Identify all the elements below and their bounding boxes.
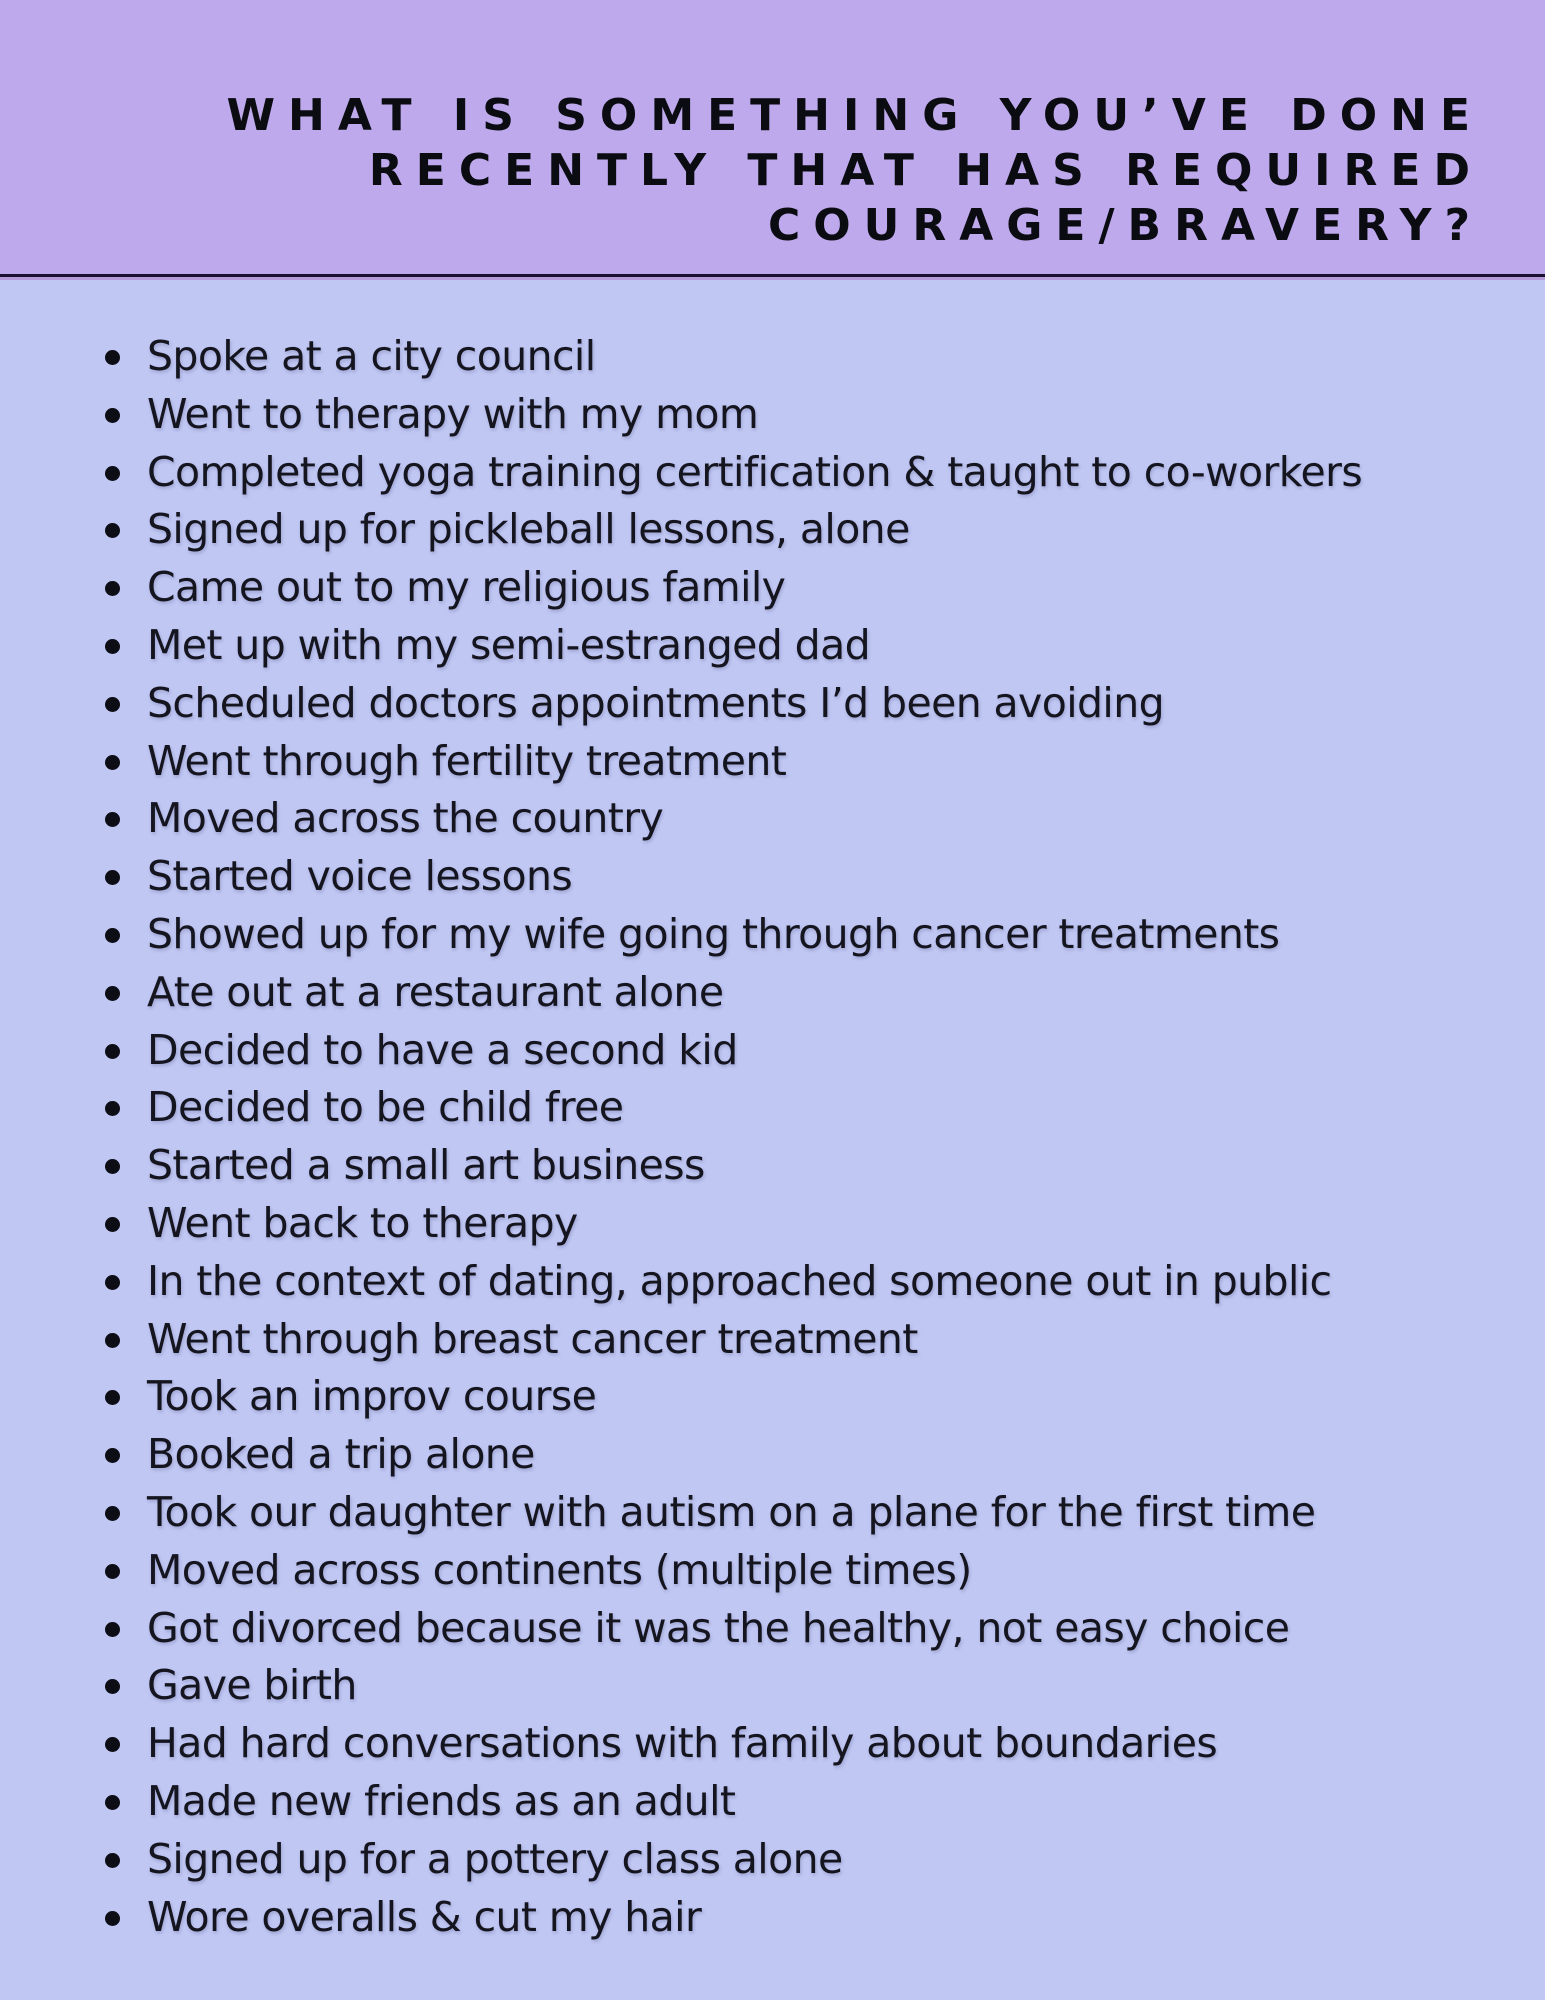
list-item-text: Took an improv course [147, 1372, 597, 1421]
bullet-icon [105, 1390, 120, 1405]
list-item-text: Went through fertility treatment [147, 736, 787, 785]
list-item-text: Met up with my semi-estranged dad [147, 620, 871, 669]
list-item [95, 1657, 1515, 1715]
list-item [95, 1022, 1515, 1080]
list-item [95, 1773, 1515, 1831]
list-item-text: Decided to be child free [147, 1083, 624, 1132]
bullet-icon [105, 350, 120, 365]
list-item-text: Spoke at a city council [147, 332, 596, 380]
list-item [95, 790, 1515, 848]
bullet-icon [105, 1101, 120, 1116]
bullet-icon [105, 1217, 120, 1232]
bullet-icon [105, 812, 120, 827]
list-item-text: Scheduled doctors appointments I’d been avoiding [147, 678, 1165, 727]
list-item [95, 328, 1515, 386]
list-item [95, 1889, 1515, 1947]
bullet-icon [105, 1506, 120, 1521]
list-item [95, 501, 1515, 559]
list-item-text: In the context of dating, approached someone out in public [147, 1256, 1332, 1305]
bullet-icon [105, 1795, 120, 1810]
list-item [95, 1426, 1515, 1484]
list-item [95, 1484, 1515, 1542]
list-item [95, 1715, 1515, 1773]
bullet-icon [105, 1679, 120, 1694]
list-item-text: Decided to have a second kid [147, 1025, 738, 1074]
list-item [95, 675, 1515, 733]
list-item-text: Signed up for pickleball lessons, alone [147, 505, 910, 554]
bullet-icon [105, 697, 120, 712]
list-item [95, 444, 1515, 502]
bullet-icon [105, 408, 120, 423]
bullet-icon [105, 1853, 120, 1868]
list-item-text: Showed up for my wife going through cancer treatments [147, 909, 1280, 958]
list-item-text: Came out to my religious family [147, 563, 786, 612]
list-item [95, 617, 1515, 675]
bullet-icon [105, 755, 120, 770]
bullet-icon [105, 1333, 120, 1348]
bullet-icon [105, 986, 120, 1001]
bullet-icon [105, 1044, 120, 1059]
list-item [95, 1195, 1515, 1253]
header-divider-shadow [0, 277, 1545, 280]
list-item-text: Ate out at a restaurant alone [147, 967, 724, 1016]
bullet-icon [105, 870, 120, 885]
list-item-text: Went to therapy with my mom [147, 389, 759, 438]
list-item [95, 906, 1515, 964]
list-item-text: Went back to therapy [147, 1198, 578, 1247]
list-item-text: Wore overalls & cut my hair [147, 1892, 702, 1941]
list-item-text: Booked a trip alone [147, 1430, 535, 1479]
list-item [95, 848, 1515, 906]
list-item-text: Went through breast cancer treatment [147, 1314, 918, 1363]
bullet-icon [105, 1159, 120, 1174]
list-item [95, 1253, 1515, 1311]
list-item-text: Started voice lessons [147, 852, 573, 901]
list-item [95, 1137, 1515, 1195]
page-title: WHAT IS SOMETHING YOU’VE DONE RECENTLY THAT HAS REQUIRED COURAGE/BRAVERY? [226, 90, 1483, 251]
list-item [95, 1600, 1515, 1658]
list-item-text: Made new friends as an adult [147, 1776, 736, 1825]
bullet-icon [105, 466, 120, 481]
list-item-text: Signed up for a pottery class alone [147, 1834, 843, 1883]
list-item [95, 1368, 1515, 1426]
list-item [95, 1542, 1515, 1600]
list-item-text: Started a small art business [147, 1141, 705, 1190]
bullet-icon [105, 928, 120, 943]
bullet-icon [105, 581, 120, 596]
list-item [95, 1831, 1515, 1889]
list-item [95, 1311, 1515, 1369]
bullet-icon [105, 1275, 120, 1290]
answers-list [95, 328, 1515, 1946]
list-item-text: Completed yoga training certification & taught to co-workers [147, 447, 1363, 496]
bullet-icon [105, 1911, 120, 1926]
list-item [95, 733, 1515, 791]
bullet-icon [105, 1737, 120, 1752]
list-item-text: Had hard conversations with family about boundaries [147, 1719, 1218, 1768]
bullet-icon [105, 523, 120, 538]
list-item [95, 1079, 1515, 1137]
list-item [95, 964, 1515, 1022]
list-item-text: Got divorced because it was the healthy, not easy choice [147, 1603, 1290, 1652]
list-item-text: Moved across continents (multiple times) [147, 1545, 972, 1594]
list-item-text: Took our daughter with autism on a plane for the first time [147, 1487, 1316, 1536]
list-item-text: Gave birth [147, 1661, 357, 1710]
bullet-icon [105, 1622, 120, 1637]
list-item [95, 386, 1515, 444]
list-item [95, 559, 1515, 617]
bullet-icon [105, 1448, 120, 1463]
bullet-icon [105, 639, 120, 654]
list-item-text: Moved across the country [147, 794, 664, 843]
bullet-icon [105, 1564, 120, 1579]
